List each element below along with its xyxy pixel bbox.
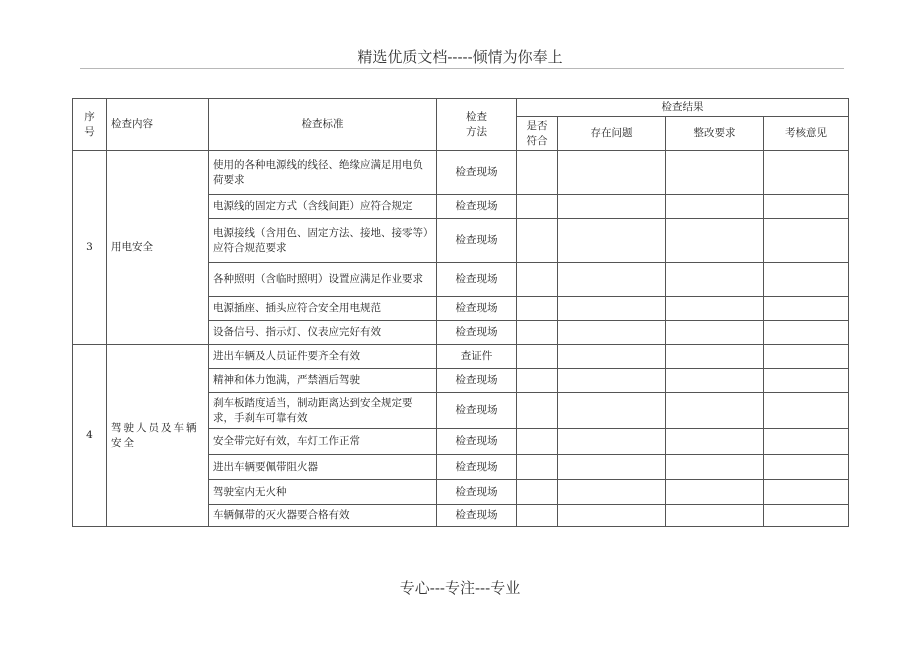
review-cell[interactable] [764,480,849,505]
table-row [73,345,849,369]
method-cell: 检查现场 [437,321,517,345]
page-header-title: 精选优质文档-----倾情为你奉上 [357,48,563,66]
header-divider [80,68,844,69]
review-cell[interactable] [764,297,849,321]
review-cell[interactable] [764,219,849,263]
section-content: 驾驶人员及车辆安全 [107,345,209,527]
table-header [73,99,849,151]
header-review: 考核意见 [764,117,849,151]
rectify-cell[interactable] [666,321,764,345]
method-cell: 检查现场 [437,455,517,480]
standard-cell: 电源接线（含用色、固定方法、接地、接零等）应符合规范要求 [209,219,437,263]
compliant-cell[interactable] [517,321,558,345]
rectify-cell[interactable] [666,369,764,393]
method-cell: 检查现场 [437,297,517,321]
compliant-cell[interactable] [517,263,558,297]
rectify-cell[interactable] [666,345,764,369]
method-cell: 检查现场 [437,151,517,195]
issues-cell[interactable] [558,345,666,369]
standard-cell: 进出车辆要佩带阻火器 [209,455,437,480]
issues-cell[interactable] [558,195,666,219]
header-rectify: 整改要求 [666,117,764,151]
standard-cell: 车辆佩带的灭火器要合格有效 [209,505,437,527]
issues-cell[interactable] [558,505,666,527]
issues-cell[interactable] [558,429,666,455]
compliant-cell[interactable] [517,151,558,195]
issues-cell[interactable] [558,297,666,321]
issues-cell[interactable] [558,455,666,480]
method-cell: 检查现场 [437,505,517,527]
page-footer: 专心---专注---专业 [399,579,521,597]
rectify-cell[interactable] [666,195,764,219]
table-body [73,151,849,527]
standard-cell: 设备信号、指示灯、仪表应完好有效 [209,321,437,345]
header-issues: 存在问题 [558,117,666,151]
standard-cell: 电源线的固定方式（含线间距）应符合规定 [209,195,437,219]
table-row [73,151,849,195]
header-result: 检查结果 [517,99,849,117]
review-cell[interactable] [764,393,849,429]
section-seq: 3 [73,151,107,345]
issues-cell[interactable] [558,219,666,263]
header-seq: 序号 [73,99,107,151]
review-cell[interactable] [764,369,849,393]
review-cell[interactable] [764,151,849,195]
rectify-cell[interactable] [666,297,764,321]
compliant-cell[interactable] [517,195,558,219]
review-cell[interactable] [764,195,849,219]
standard-cell: 驾驶室内无火种 [209,480,437,505]
standard-cell: 精神和体力饱满，严禁酒后驾驶 [209,369,437,393]
method-cell: 检查现场 [437,480,517,505]
compliant-cell[interactable] [517,505,558,527]
method-cell: 检查现场 [437,369,517,393]
review-cell[interactable] [764,505,849,527]
compliant-cell[interactable] [517,369,558,393]
review-cell[interactable] [764,321,849,345]
rectify-cell[interactable] [666,263,764,297]
method-cell: 检查现场 [437,393,517,429]
method-cell: 检查现场 [437,219,517,263]
standard-cell: 进出车辆及人员证件要齐全有效 [209,345,437,369]
header-compliant: 是否符合 [517,117,558,151]
issues-cell[interactable] [558,263,666,297]
compliant-cell[interactable] [517,345,558,369]
rectify-cell[interactable] [666,151,764,195]
review-cell[interactable] [764,429,849,455]
compliant-cell[interactable] [517,480,558,505]
rectify-cell[interactable] [666,219,764,263]
rectify-cell[interactable] [666,505,764,527]
compliant-cell[interactable] [517,297,558,321]
compliant-cell[interactable] [517,455,558,480]
rectify-cell[interactable] [666,393,764,429]
header-content: 检查内容 [107,99,209,151]
standard-cell: 电源插座、插头应符合安全用电规范 [209,297,437,321]
standard-cell: 各种照明（含临时照明）设置应满足作业要求 [209,263,437,297]
standard-cell: 使用的各种电源线的线径、绝缘应满足用电负荷要求 [209,151,437,195]
issues-cell[interactable] [558,151,666,195]
issues-cell[interactable] [558,369,666,393]
rectify-cell[interactable] [666,480,764,505]
standard-cell: 安全带完好有效，车灯工作正常 [209,429,437,455]
method-cell: 检查现场 [437,195,517,219]
rectify-cell[interactable] [666,429,764,455]
section-seq: 4 [73,345,107,527]
standard-cell: 刹车板踏度适当，制动距离达到安全规定要求，手刹车可靠有效 [209,393,437,429]
compliant-cell[interactable] [517,219,558,263]
method-cell: 检查现场 [437,429,517,455]
rectify-cell[interactable] [666,455,764,480]
compliant-cell[interactable] [517,393,558,429]
issues-cell[interactable] [558,480,666,505]
issues-cell[interactable] [558,393,666,429]
section-content: 用电安全 [107,151,209,345]
compliant-cell[interactable] [517,429,558,455]
review-cell[interactable] [764,345,849,369]
inspection-table [72,98,849,527]
method-cell: 查证件 [437,345,517,369]
header-standard: 检查标准 [209,99,437,151]
review-cell[interactable] [764,455,849,480]
header-method: 检查方法 [437,99,517,151]
issues-cell[interactable] [558,321,666,345]
review-cell[interactable] [764,263,849,297]
method-cell: 检查现场 [437,263,517,297]
